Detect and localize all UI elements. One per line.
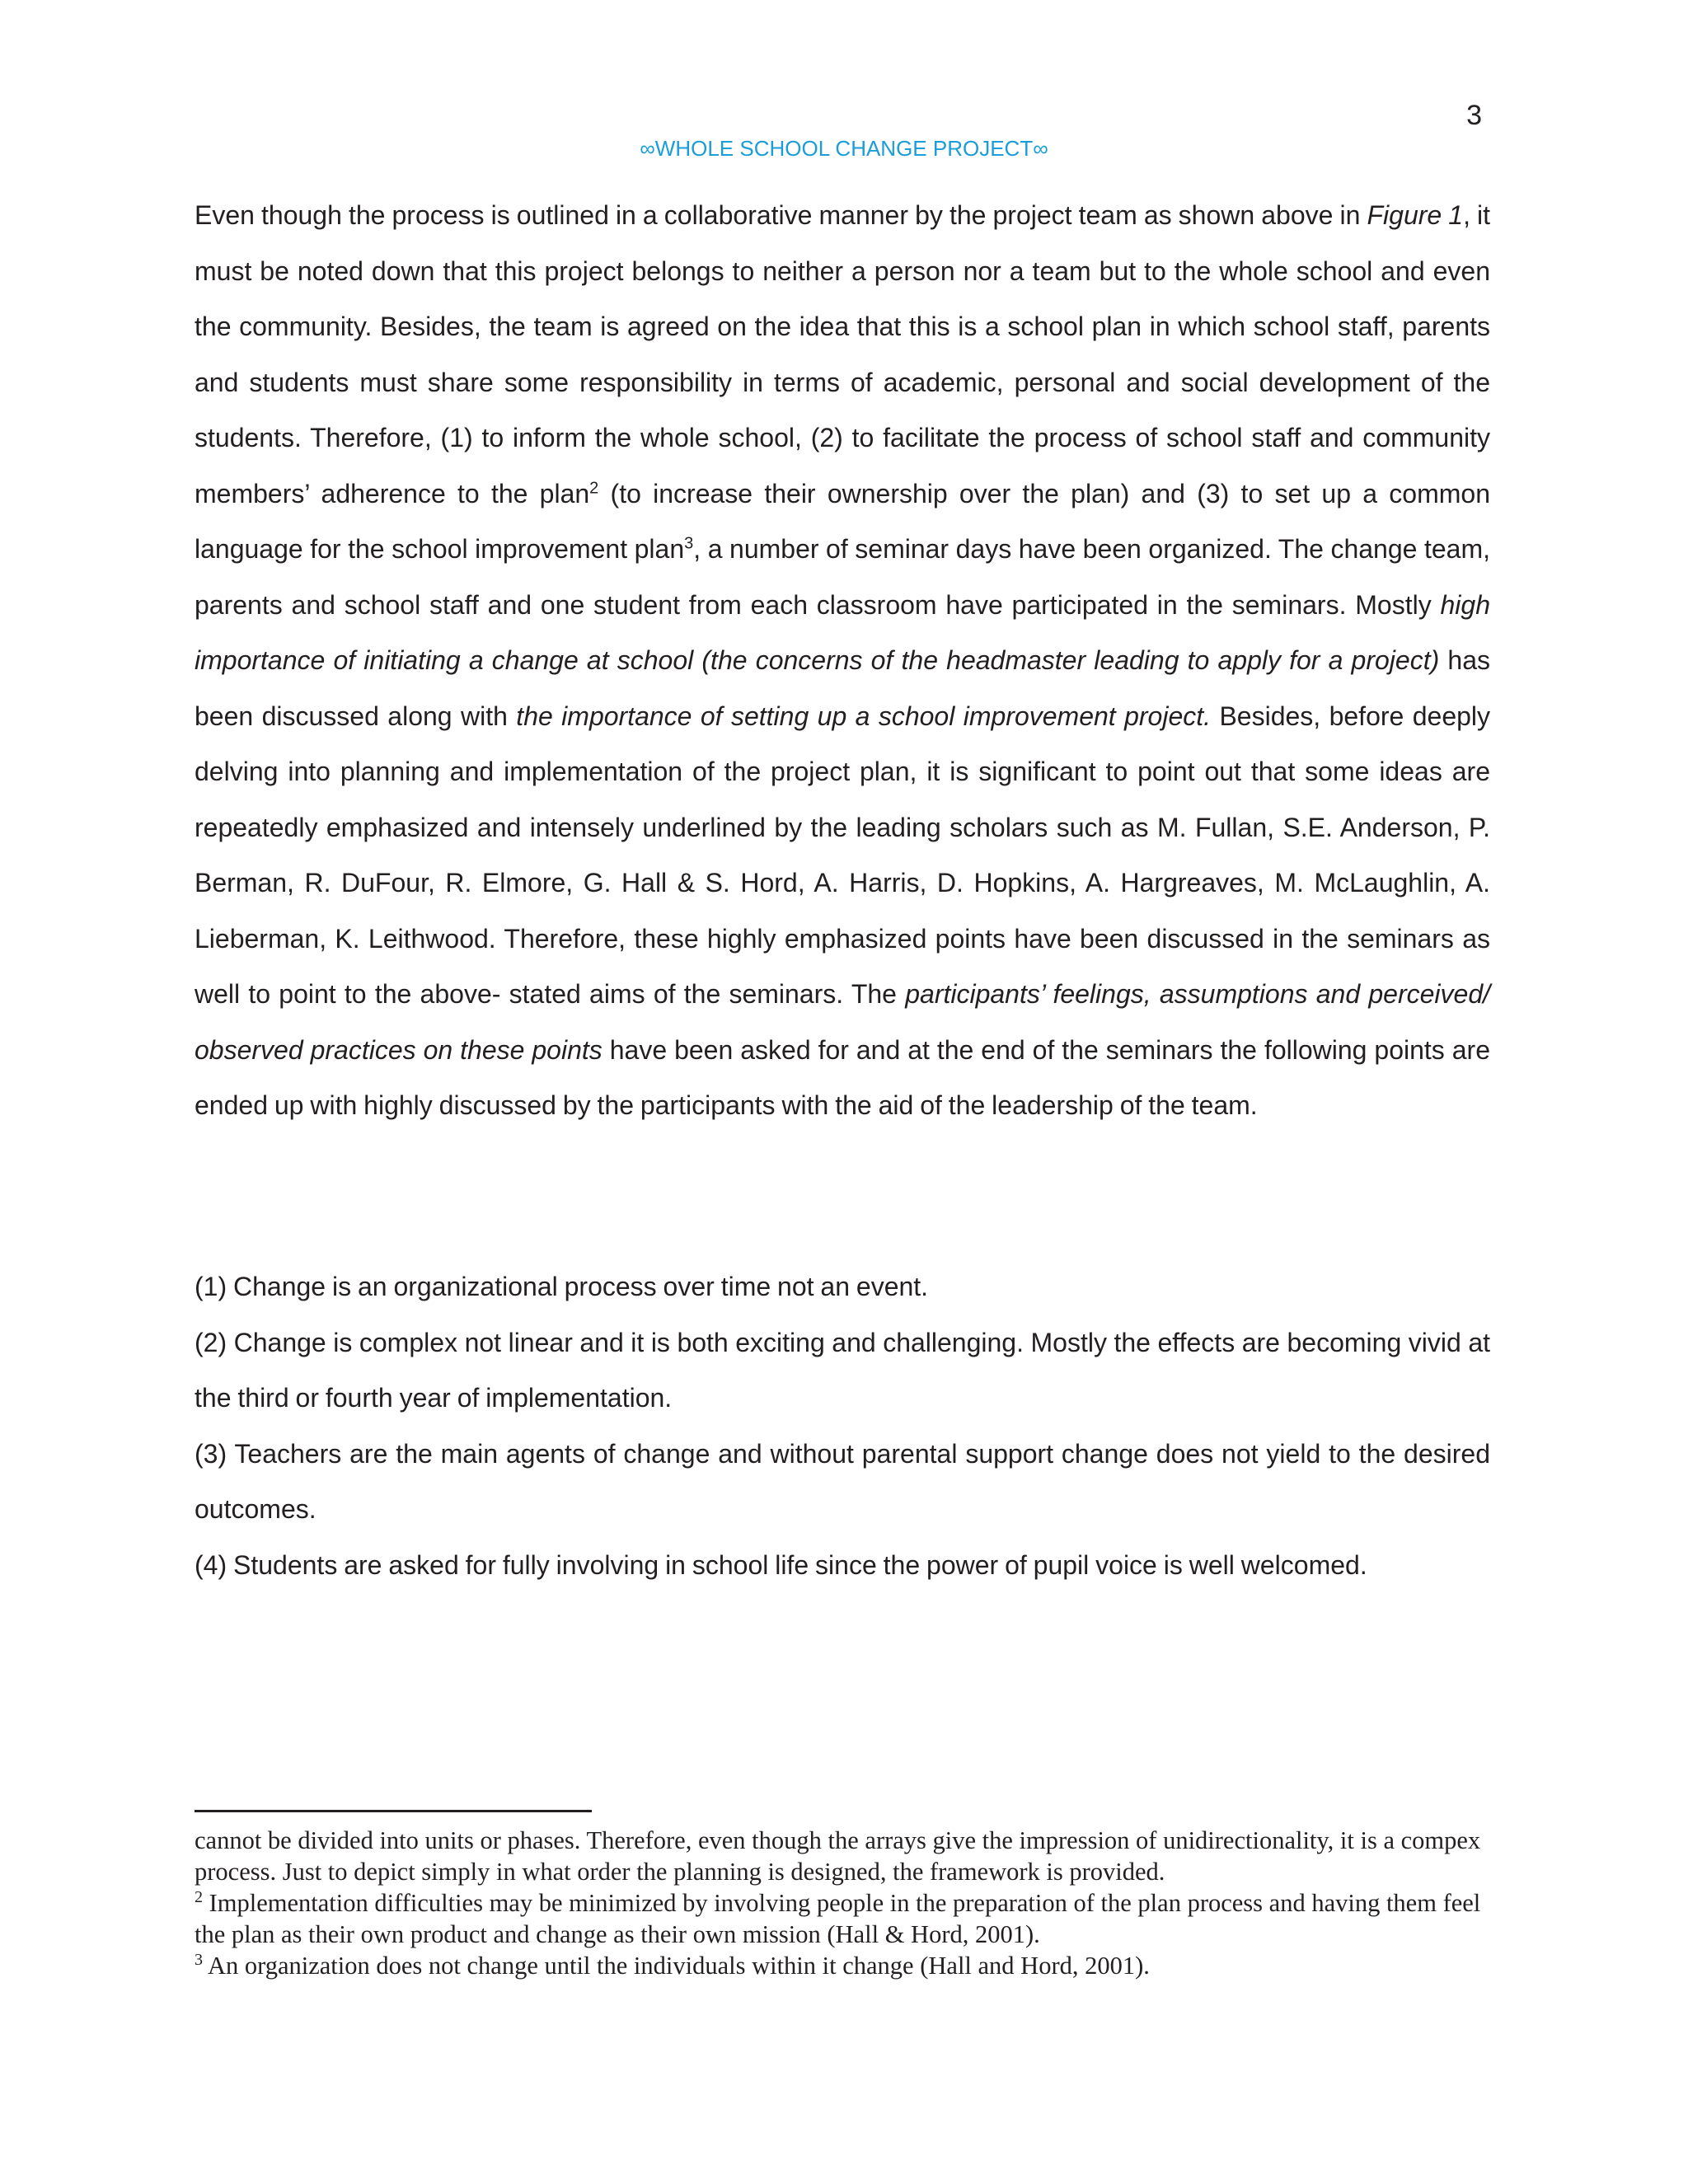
footnote-separator bbox=[195, 1810, 592, 1812]
body-text bbox=[195, 188, 1490, 1134]
paragraph-segment: , a number of seminar days have been organized. The change team, parents and school staff and one student from each classroom have participated in the seminars. Mostly bbox=[195, 534, 1491, 620]
footnote-reference-2: 2 bbox=[589, 478, 599, 497]
discussion-point-3: (3) Teachers are the main agents of change and without parental support change does not yield to the desired outcomes. bbox=[195, 1438, 1490, 1524]
paragraph-segment: have been asked for and at the end of the seminars the following points are ended up with highly discussed by the participants with the aid of the leadership of the team. bbox=[195, 1034, 1491, 1120]
discussion-point-2: (2) Change is complex not linear and it is both exciting and challenging. Mostly the effects are becoming vivid at the third or fourth year of implementation. bbox=[195, 1327, 1490, 1413]
italic-phrase: participants’ feelings, assumptions and perceived/ observed practices on these points bbox=[195, 979, 1491, 1065]
paragraph-segment: Besides, before deeply delving into planning and implementation of the project plan, it is significant to point out that some ideas are repeatedly emphasized and intensely underlined by the leading scholars such as M. Fullan, S.E. Anderson, P. Berman, R. DuFour, R. Elmore, G. Hall & S. Hord, A. Harris, D. Hopkins, A. Hargreaves, M. McLaughlin, A. Lieberman, K. Leithwood. Therefore, these highly emphasized points have been discussed in the seminars as well to point to the above- stated aims of the seminars. The bbox=[195, 701, 1491, 1009]
discussion-point-4: (4) Students are asked for fully involving in school life since the power of pupil voice is well welcomed. bbox=[195, 1549, 1367, 1580]
footnote-3 bbox=[195, 1950, 1490, 1981]
footnote-2 bbox=[195, 1887, 1490, 1950]
footnote-marker-2: 2 bbox=[195, 1887, 203, 1906]
footnote-3-text: An organization does not change until the individuals within it change (Hall and Hord, 2001). bbox=[203, 1952, 1150, 1980]
italic-phrase: high importance of initiating a change at school (the concerns of the headmaster leading to apply for a project) bbox=[195, 589, 1490, 675]
footnote-reference-3: 3 bbox=[684, 534, 694, 553]
footnote-continued: cannot be divided into units or phases. Therefore, even though the arrays give the impression of unidirectionality, it is a compex process. Just to depict simply in what order the planning is designed, the framework is provided. bbox=[195, 1826, 1481, 1886]
paragraph-segment: has been discussed along with bbox=[195, 645, 1491, 731]
main-paragraph bbox=[195, 188, 1490, 1134]
footnote-marker-3: 3 bbox=[195, 1950, 203, 1969]
paragraph-segment: Even though the process is outlined in a collaborative manner by the project team as shown above in bbox=[195, 200, 1367, 230]
paragraph-segment: , it must be noted down that this project belongs to neither a person nor a team but to the whole school and even the community. Besides, the team is agreed on the idea that this is a school plan in which school staff, parents and students must share some responsibility in terms of academic, personal and social development of the students. Therefore, (1) to inform the whole school, (2) to facilitate the process of school staff and community members’ adherence to the plan bbox=[195, 200, 1491, 509]
discussion-point-1: (1) Change is an organizational process over time not an event. bbox=[195, 1272, 929, 1301]
paragraph-segment: (to increase their ownership over the plan) and (3) to set up a common language for the school improvement plan bbox=[195, 478, 1491, 564]
footnote-2-text: Implementation difficulties may be minimized by involving people in the preparation of the plan process and having them feel the plan as their own product and change as their own mission (Hall & Hord, 2001). bbox=[195, 1889, 1481, 1948]
discussion-points-list bbox=[195, 1259, 1490, 1593]
footnotes bbox=[195, 1825, 1490, 1981]
page-number: 3 bbox=[1466, 100, 1482, 131]
running-header-title: ∞WHOLE SCHOOL CHANGE PROJECT∞ bbox=[640, 136, 1048, 161]
italic-phrase: the importance of setting up a school improvement project. bbox=[516, 701, 1212, 731]
figure-reference: Figure 1 bbox=[1367, 200, 1464, 230]
